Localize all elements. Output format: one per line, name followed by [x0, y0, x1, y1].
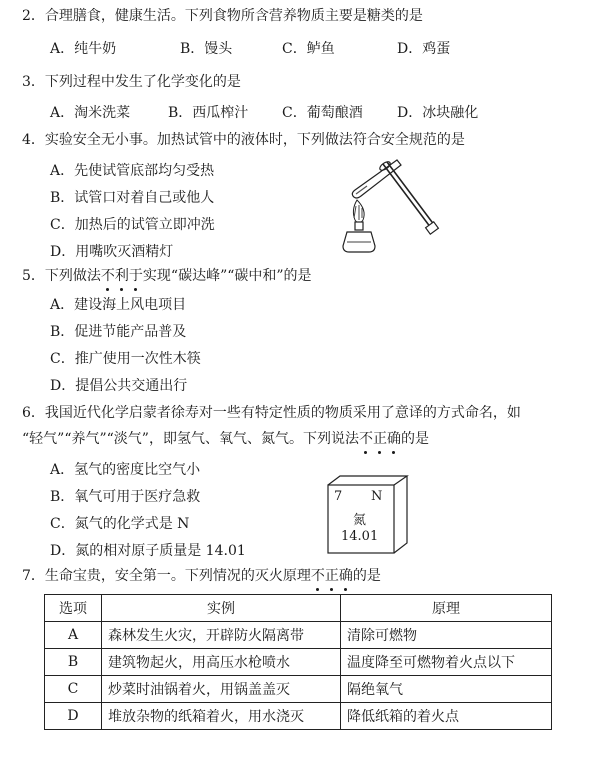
emphasis-char: 不	[310, 568, 325, 584]
periodic-element-card	[327, 475, 409, 555]
heating-test-tube-illustration	[335, 148, 445, 260]
question-5-stem-suffix: 实现“碳达峰”“碳中和”的是	[142, 268, 312, 284]
emphasis-char: 正	[324, 568, 339, 584]
question-6-stem-suffix: 的是	[400, 431, 429, 447]
emphasis-char: 不	[100, 268, 115, 284]
table-row	[45, 676, 552, 703]
question-6-option-b: B．氧气可用于医疗急救	[50, 489, 201, 505]
question-3-stem: 3．下列过程中发生了化学变化的是	[22, 74, 241, 90]
table-header-example: 实例	[102, 595, 341, 622]
table-header-option: 选项	[45, 595, 102, 622]
emphasis-char: 正	[372, 431, 387, 447]
question-2-option-a: A．纯牛奶	[50, 41, 117, 57]
question-4-option-b: B．试管口对着自己或他人	[50, 190, 215, 206]
table-row	[45, 649, 552, 676]
table-header-row	[45, 595, 552, 622]
question-7-stem-suffix: 的是	[352, 568, 381, 584]
element-symbol: N	[371, 489, 383, 504]
table-cell-option: D	[45, 703, 102, 730]
question-3-option-c: C．葡萄酿酒	[282, 105, 363, 121]
question-5-stem-prefix: 5．下列做法	[22, 268, 101, 284]
table-cell-principle: 降低纸箱的着火点	[341, 703, 552, 730]
table-cell-option: A	[45, 622, 102, 649]
table-header-principle: 原理	[341, 595, 552, 622]
question-3-options	[50, 103, 590, 123]
question-5-option-a: A．建设海上风电项目	[50, 297, 187, 313]
emphasis-char: 于	[128, 268, 143, 284]
question-5-option-c: C．推广使用一次性木筷	[50, 351, 201, 367]
element-name: 氮	[353, 513, 367, 528]
question-6-option-d: D．氮的相对原子质量是 14.01	[50, 543, 246, 559]
emphasis-char: 不	[358, 431, 373, 447]
emphasis-char: 确	[338, 568, 353, 584]
question-2-option-b: B．馒头	[180, 41, 233, 57]
question-6-option-c: C．氮气的化学式是 N	[50, 516, 190, 532]
question-7-stem-prefix: 7．生命宝贵，安全第一。下列情况的灭火原理	[22, 568, 311, 584]
question-7-stem	[22, 566, 381, 586]
emphasis-char: 利	[114, 268, 129, 284]
table-row	[45, 703, 552, 730]
question-6-option-a: A．氢气的密度比空气小	[50, 462, 201, 478]
question-5-option-b: B．促进节能产品普及	[50, 324, 187, 340]
question-4-stem: 4．实验安全无小事。加热试管中的液体时，下列做法符合安全规范的是	[22, 132, 465, 148]
table-cell-option: C	[45, 676, 102, 703]
table-cell-example: 森林发生火灾，开辟防火隔离带	[102, 622, 341, 649]
table-cell-option: B	[45, 649, 102, 676]
question-5-stem	[22, 266, 312, 286]
element-atomic-mass: 14.01	[341, 529, 379, 544]
question-2-option-c: C．鲈鱼	[282, 41, 335, 57]
table-cell-example: 堆放杂物的纸箱着火，用水浇灭	[102, 703, 341, 730]
question-3-option-b: B．西瓜榨汁	[168, 105, 249, 121]
table-cell-principle: 清除可燃物	[341, 622, 552, 649]
question-3-option-a: A．淘米洗菜	[50, 105, 131, 121]
question-6-stem-line-1: 6．我国近代化学启蒙者徐寿对一些有特定性质的物质采用了意译的方式命名，如	[22, 405, 521, 421]
table-cell-principle: 温度降至可燃物着火点以下	[341, 649, 552, 676]
table-row	[45, 622, 552, 649]
question-6-stem-line-2	[22, 429, 429, 449]
question-2-option-d: D．鸡蛋	[397, 41, 451, 57]
question-2-options	[50, 39, 590, 59]
question-4-option-a: A．先使试管底部均匀受热	[50, 163, 215, 179]
question-6-stem-prefix: “轻气”“养气”“淡气”，即氢气、氧气、氮气。下列说法	[22, 431, 359, 447]
question-4-option-c: C．加热后的试管立即冲洗	[50, 217, 215, 233]
question-3-option-d: D．冰块融化	[397, 105, 479, 121]
fire-extinguishing-table	[44, 594, 552, 730]
table-cell-example: 建筑物起火，用高压水枪喷水	[102, 649, 341, 676]
element-atomic-number: 7	[334, 489, 343, 504]
question-4-option-d: D．用嘴吹灭酒精灯	[50, 244, 174, 260]
question-5-option-d: D．提倡公共交通出行	[50, 378, 188, 394]
question-2-stem: 2．合理膳食，健康生活。下列食物所含营养物质主要是糖类的是	[22, 8, 423, 24]
table-cell-principle: 隔绝氧气	[341, 676, 552, 703]
table-cell-example: 炒菜时油锅着火，用锅盖盖灭	[102, 676, 341, 703]
emphasis-char: 确	[386, 431, 401, 447]
